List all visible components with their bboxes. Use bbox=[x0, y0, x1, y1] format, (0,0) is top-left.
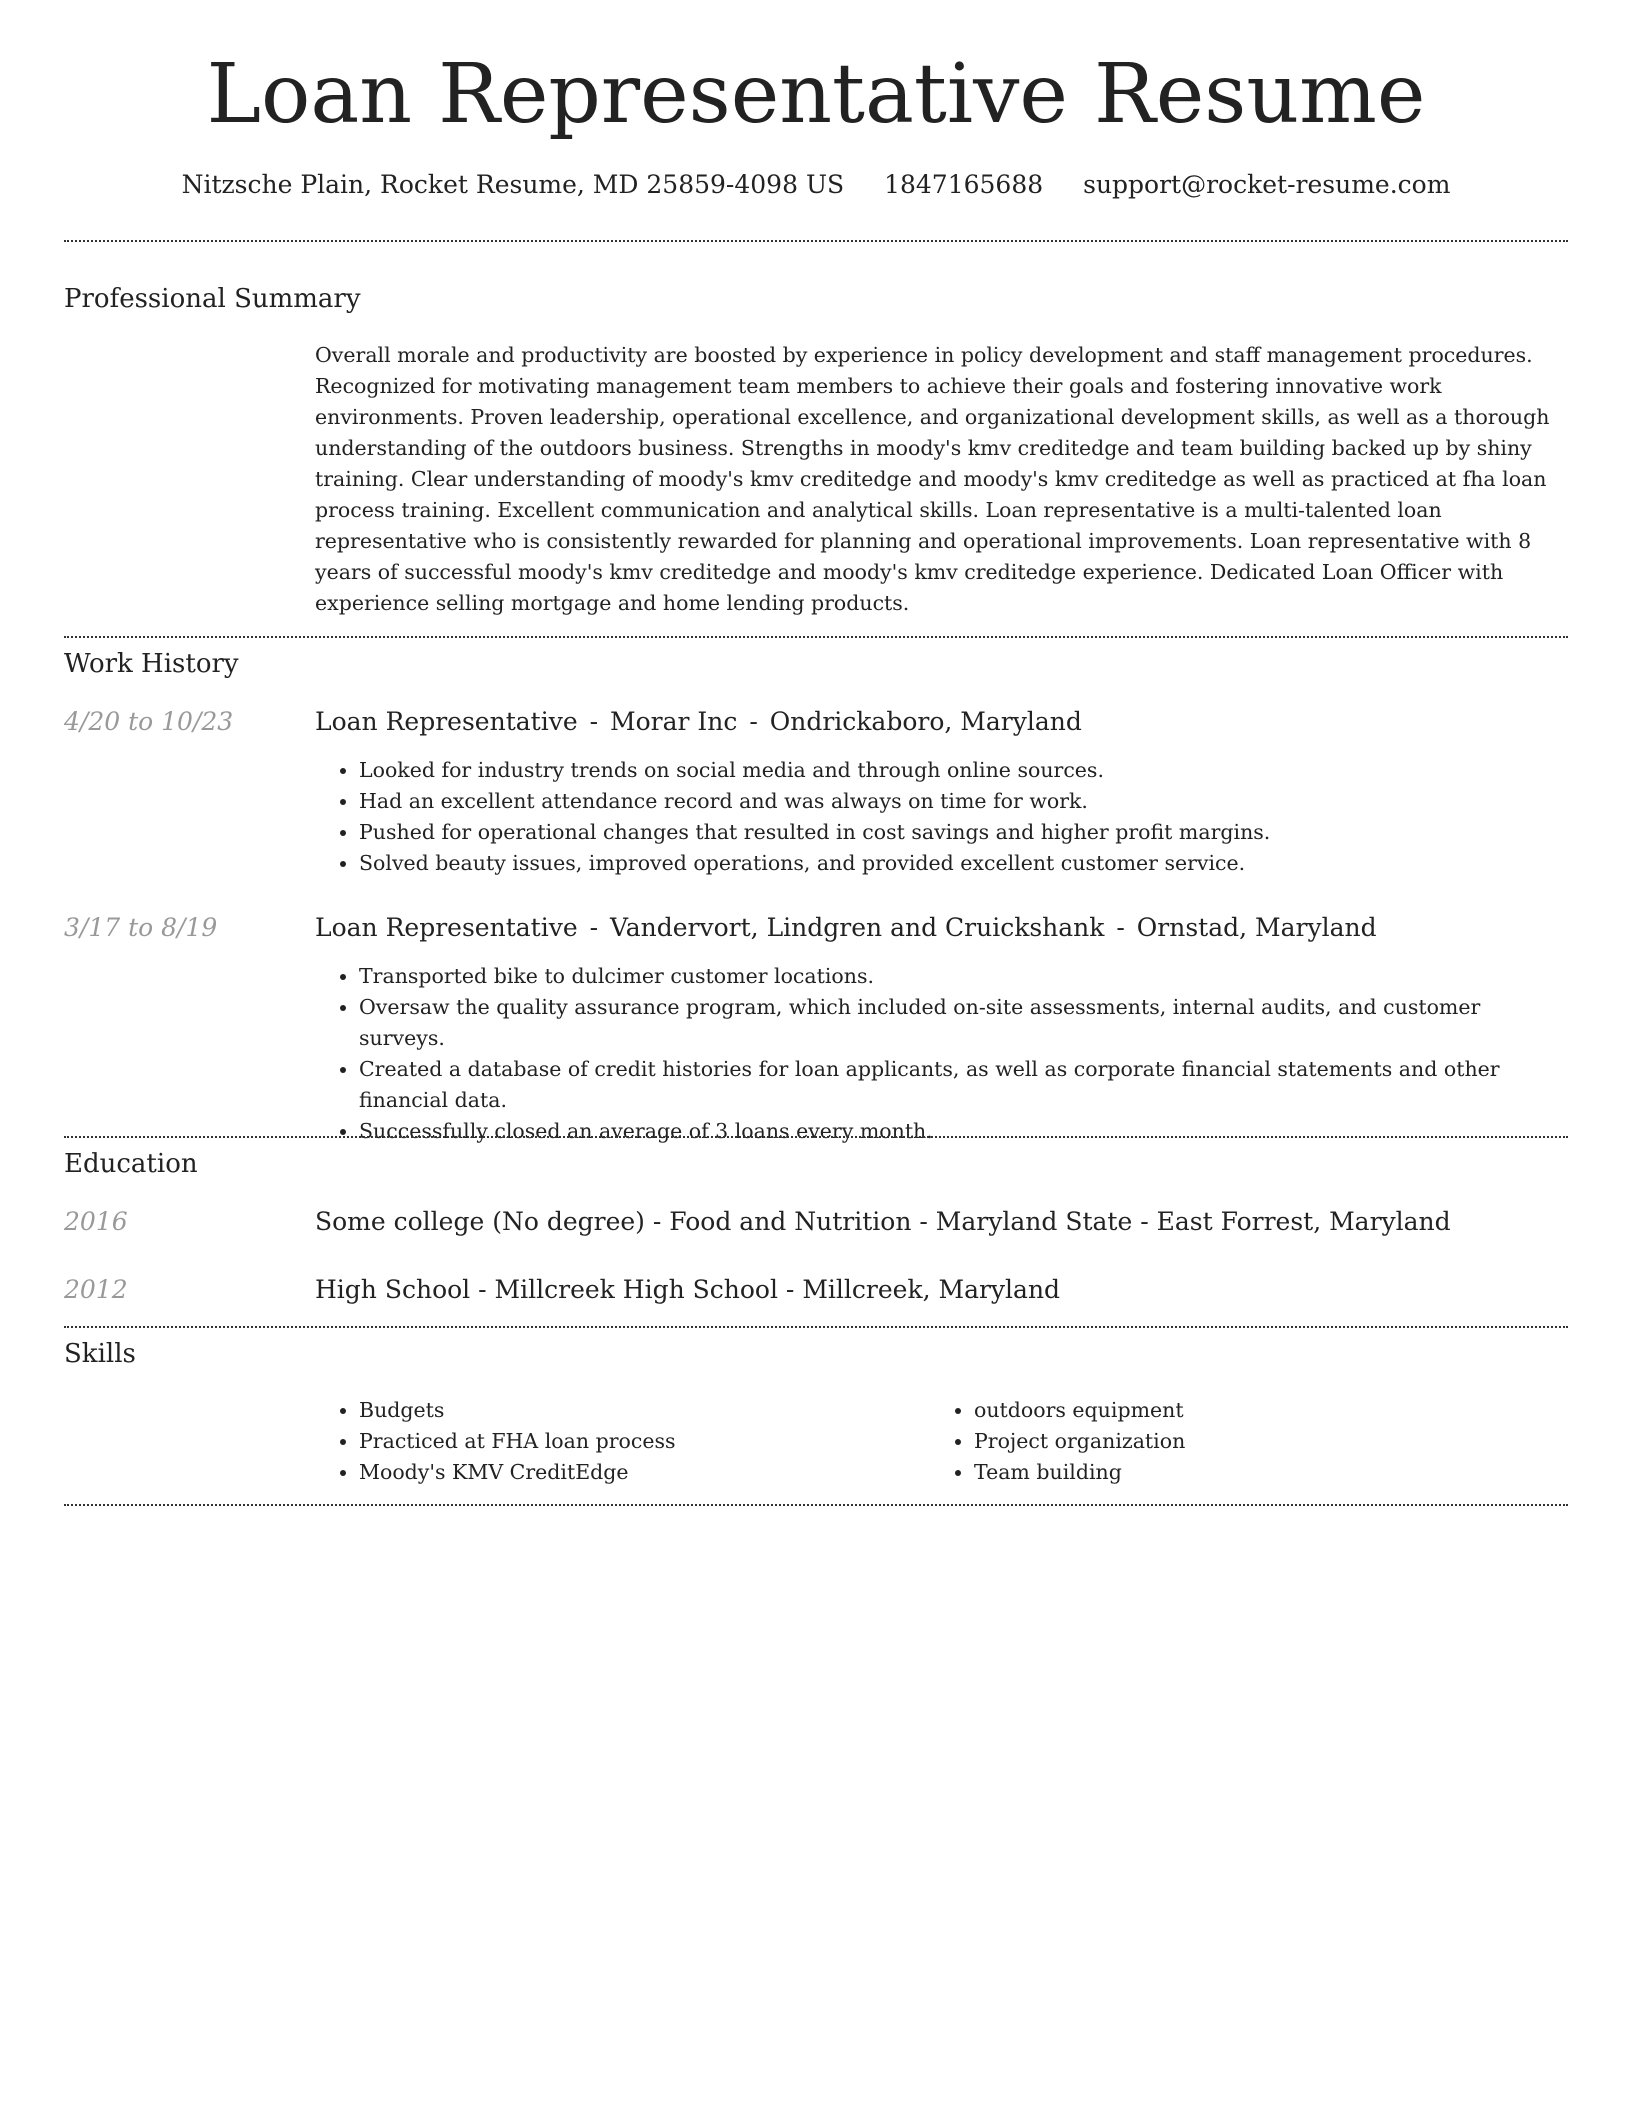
separator: - bbox=[919, 1207, 928, 1236]
job-company: Morar Inc bbox=[609, 707, 738, 736]
skills-block bbox=[315, 1395, 1568, 1495]
divider bbox=[64, 636, 1568, 638]
separator: - bbox=[785, 1275, 795, 1304]
section-title-education: Education bbox=[64, 1149, 198, 1179]
job-bullet: • Successfully closed an average of 3 loans every month. bbox=[359, 1116, 1568, 1147]
job-title-line bbox=[315, 706, 1568, 739]
job-location: Ornstad, Maryland bbox=[1136, 913, 1377, 942]
skills-list-left bbox=[315, 1395, 676, 1488]
job-bullet: • Created a database of credit histories for loan applicants, as well as corporate financial statements and other financial data. bbox=[359, 1054, 1568, 1116]
job-bullet: • Transported bike to dulcimer customer locations. bbox=[359, 961, 1568, 992]
resume-title: Loan Representative Resume bbox=[206, 47, 1426, 142]
job-dates: 4/20 to 10/23 bbox=[64, 707, 234, 736]
education-year: 2012 bbox=[64, 1275, 128, 1304]
skill-item: • Practiced at FHA loan process bbox=[359, 1426, 676, 1457]
job-location: Ondrickaboro, Maryland bbox=[769, 707, 1082, 736]
separator: - bbox=[1140, 1207, 1149, 1236]
skill-item: • Project organization bbox=[974, 1426, 1185, 1457]
skill-item: • Team building bbox=[974, 1457, 1185, 1488]
summary-text: Overall morale and productivity are boosted by experience in policy development and staff management procedures. Recognized for motivating management team members to achieve their goals and fostering innovative work environments. Proven leadership, operational excellence, and organizational development skills, as well as a thorough understanding of the outdoors business. Strengths in moody's kmv creditedge and team building backed up by shiny training. Clear understanding of moody's kmv creditedge and moody's kmv creditedge as well as practiced at fha loan process training. Excellent communication and analytical skills. Loan representative is a multi-talented loan representative who is consistently rewarded for planning and operational improvements. Loan representative with 8 years of successful moody's kmv creditedge and moody's kmv creditedge experience. Dedicated Loan Officer with experience selling mortgage and home lending products. bbox=[315, 343, 1550, 615]
job-title: Loan Representative bbox=[315, 913, 578, 942]
job-bullets bbox=[315, 961, 1568, 1147]
education-entry bbox=[315, 1206, 1568, 1239]
divider bbox=[64, 1136, 1568, 1138]
separator: - bbox=[589, 707, 599, 736]
job-bullet: • Solved beauty issues, improved operations, and provided excellent customer service. bbox=[359, 848, 1568, 879]
education-school: Millcreek High School bbox=[494, 1275, 778, 1304]
job-bullet: • Oversaw the quality assurance program, which included on-site assessments, internal audits, and customer surveys. bbox=[359, 992, 1568, 1054]
summary-block bbox=[315, 340, 1568, 619]
section-title-work: Work History bbox=[64, 649, 239, 679]
job-title-line bbox=[315, 912, 1568, 945]
job-title: Loan Representative bbox=[315, 707, 578, 736]
contact-line bbox=[0, 169, 1632, 202]
job-entry bbox=[315, 706, 1568, 879]
education-entry bbox=[315, 1274, 1568, 1307]
education-degree: High School bbox=[315, 1275, 471, 1304]
education-location: East Forrest, Maryland bbox=[1156, 1207, 1451, 1236]
section-title-skills: Skills bbox=[64, 1339, 136, 1369]
separator: - bbox=[749, 707, 758, 736]
skill-item: • outdoors equipment bbox=[974, 1395, 1185, 1426]
job-company: Vandervort, Lindgren and Cruickshank bbox=[609, 913, 1105, 942]
job-bullet: • Looked for industry trends on social media and through online sources. bbox=[359, 755, 1568, 786]
divider bbox=[64, 1326, 1568, 1328]
job-bullet: • Pushed for operational changes that resulted in cost savings and higher profit margins. bbox=[359, 817, 1568, 848]
education-year: 2016 bbox=[64, 1207, 128, 1236]
skill-item: • Moody's KMV CreditEdge bbox=[359, 1457, 676, 1488]
job-dates: 3/17 to 8/19 bbox=[64, 913, 218, 942]
skills-list-right bbox=[930, 1395, 1185, 1488]
separator: - bbox=[589, 913, 599, 942]
contact-email: support@rocket-resume.com bbox=[1083, 169, 1451, 199]
job-bullet: • Had an excellent attendance record and was always on time for work. bbox=[359, 786, 1568, 817]
separator: - bbox=[478, 1275, 487, 1304]
divider bbox=[64, 1504, 1568, 1506]
section-title-summary: Professional Summary bbox=[64, 284, 361, 314]
job-entry bbox=[315, 912, 1568, 1147]
contact-phone: 1847165688 bbox=[884, 169, 1044, 199]
separator: - bbox=[1116, 913, 1125, 942]
contact-address: Nitzsche Plain, Rocket Resume, MD 25859-4098 US bbox=[181, 169, 845, 199]
skill-item: • Budgets bbox=[359, 1395, 676, 1426]
education-degree: Some college (No degree) - Food and Nutrition bbox=[315, 1207, 912, 1236]
divider bbox=[64, 240, 1568, 242]
job-bullets bbox=[315, 755, 1568, 879]
education-school: Maryland State bbox=[935, 1207, 1133, 1236]
education-location: Millcreek, Maryland bbox=[802, 1275, 1061, 1304]
